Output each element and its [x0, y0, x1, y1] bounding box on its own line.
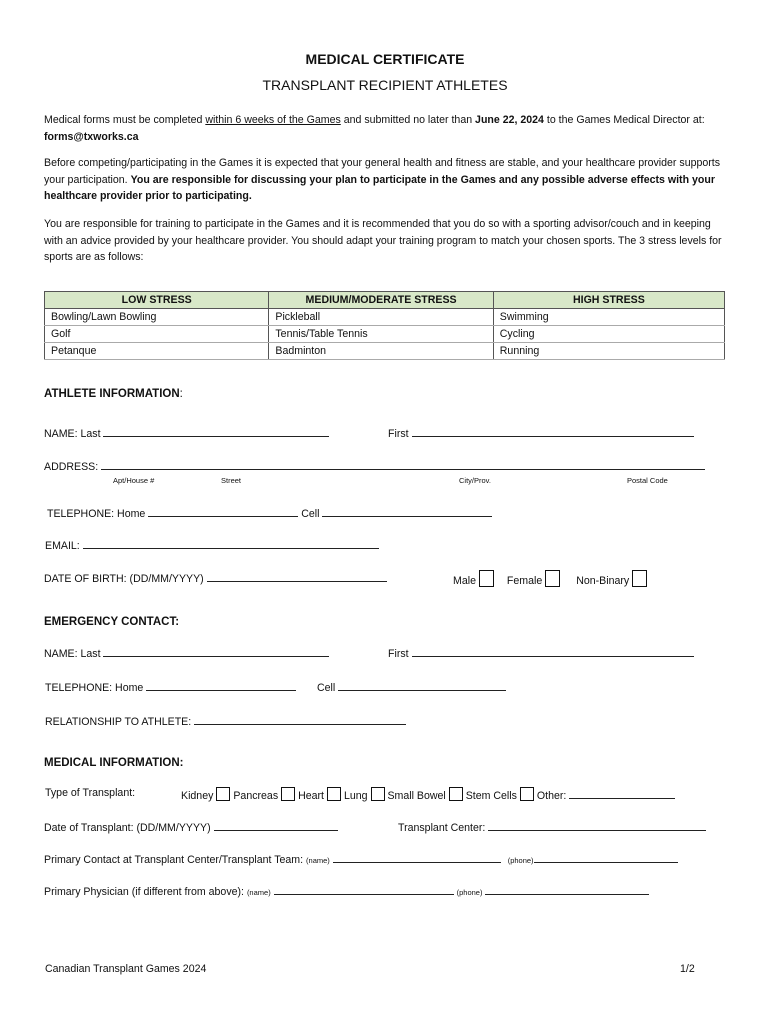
document-subtitle: TRANSPLANT RECIPIENT ATHLETES — [262, 77, 508, 93]
athlete-tel-cell-field[interactable] — [322, 505, 492, 517]
athlete-last-name-row — [44, 425, 329, 440]
col-header-medium: MEDIUM/MODERATE STRESS — [269, 292, 493, 309]
relationship-row — [45, 713, 406, 728]
transplant-type-options — [181, 787, 675, 802]
organ-other-field[interactable] — [569, 787, 675, 799]
organ-small-bowel-label: Small Bowel — [387, 790, 446, 802]
athlete-tel-cell-label: Cell — [301, 508, 320, 520]
athlete-last-name-label: NAME: Last — [44, 428, 101, 440]
primary-physician-name-field[interactable] — [274, 883, 454, 895]
organ-lung-label: Lung — [343, 790, 368, 802]
intro-paragraph-deadline: Medical forms must be completed within 6 weeks of the Games and submitted no later than June 22, 2024 to the Games Medical Director at: forms@txworks.ca — [44, 114, 705, 143]
athlete-first-name-field[interactable] — [412, 425, 694, 437]
athlete-dob-row — [44, 570, 387, 585]
organ-kidney-label: Kidney — [181, 790, 214, 802]
primary-contact-phone-hint: (phone) — [507, 856, 534, 865]
athlete-dob-field[interactable] — [207, 570, 387, 582]
emergency-tel-home-label: TELEPHONE: Home — [45, 682, 144, 694]
table-cell: Cycling — [493, 326, 724, 343]
athlete-tel-home-label: TELEPHONE: Home — [47, 508, 146, 520]
gender-male-label: Male — [453, 575, 476, 587]
emergency-last-name-label: NAME: Last — [44, 648, 101, 660]
document-title: MEDICAL CERTIFICATE — [305, 51, 465, 67]
gender-nonbinary-label: Non-Binary — [576, 575, 630, 587]
relationship-label: RELATIONSHIP TO ATHLETE: — [45, 716, 192, 728]
athlete-first-name-row — [388, 425, 694, 440]
address-hint-apt: Apt/House # — [113, 476, 155, 485]
emergency-telephone-row — [45, 679, 296, 694]
table-row — [45, 343, 725, 360]
organ-other-label: Other: — [536, 790, 567, 802]
transplant-date-field[interactable] — [214, 819, 338, 831]
emergency-tel-home-field[interactable] — [146, 679, 296, 691]
primary-contact-row — [44, 851, 678, 866]
emergency-tel-cell-field[interactable] — [338, 679, 506, 691]
primary-contact-phone-field[interactable] — [534, 851, 678, 863]
athlete-email-field[interactable] — [83, 537, 379, 549]
gender-male-checkbox[interactable] — [479, 570, 494, 587]
organ-kidney-checkbox[interactable] — [216, 787, 230, 801]
transplant-center-field[interactable] — [488, 819, 706, 831]
transplant-date-label: Date of Transplant: (DD/MM/YYYY) — [44, 822, 211, 834]
table-cell: Swimming — [493, 309, 724, 326]
athlete-dob-label: DATE OF BIRTH: (DD/MM/YYYY) — [44, 573, 204, 585]
transplant-date-row — [44, 819, 338, 834]
stress-levels-table — [44, 291, 725, 360]
primary-contact-name-hint: (name) — [306, 856, 330, 865]
organ-pancreas-label: Pancreas — [233, 790, 279, 802]
address-hint-city: City/Prov. — [459, 476, 491, 485]
primary-physician-row — [44, 883, 649, 898]
intro-paragraph-health: Before competing/participating in the Games it is expected that your general health and fitness are stable, and your healthcare provider supports your participation. You are responsible for discussing your plan to participate in the Games and any possible adverse effects with your healthcare provider prior to participating. — [44, 157, 721, 202]
organ-stem-cells-checkbox[interactable] — [520, 787, 534, 801]
table-cell: Running — [493, 343, 724, 360]
gender-female-checkbox[interactable] — [545, 570, 560, 587]
athlete-address-field[interactable] — [101, 458, 705, 470]
athlete-first-name-label: First — [388, 428, 409, 440]
transplant-type-label: Type of Transplant: — [45, 787, 136, 799]
table-cell: Bowling/Lawn Bowling — [45, 309, 269, 326]
athlete-address-label: ADDRESS: — [44, 461, 99, 473]
transplant-center-label: Transplant Center: — [398, 822, 486, 834]
primary-physician-phone-field[interactable] — [485, 883, 649, 895]
table-cell: Petanque — [45, 343, 269, 360]
table-cell: Badminton — [269, 343, 493, 360]
gender-nonbinary-checkbox[interactable] — [632, 570, 647, 587]
athlete-email-label: EMAIL: — [45, 540, 80, 552]
relationship-field[interactable] — [194, 713, 406, 725]
athlete-last-name-field[interactable] — [103, 425, 329, 437]
col-header-high: HIGH STRESS — [493, 292, 724, 309]
organ-heart-label: Heart — [298, 790, 324, 802]
athlete-info-heading: ATHLETE INFORMATION: — [44, 388, 183, 400]
address-hint-postal: Postal Code — [627, 476, 668, 485]
athlete-telephone-row — [47, 505, 492, 520]
athlete-address-row — [44, 458, 705, 473]
emergency-contact-heading: EMERGENCY CONTACT: — [44, 616, 180, 628]
transplant-center-row — [398, 819, 706, 834]
emergency-first-name-field[interactable] — [412, 645, 694, 657]
emergency-last-name-field[interactable] — [103, 645, 329, 657]
footer-left: Canadian Transplant Games 2024 — [45, 963, 207, 975]
organ-pancreas-checkbox[interactable] — [281, 787, 295, 801]
gender-options — [453, 570, 647, 587]
emergency-last-name-row — [44, 645, 329, 660]
emergency-cell-row — [317, 679, 506, 694]
primary-physician-name-hint: (name) — [246, 888, 271, 897]
athlete-tel-home-field[interactable] — [148, 505, 298, 517]
primary-physician-label: Primary Physician (if different from above): — [44, 886, 244, 898]
emergency-tel-cell-label: Cell — [317, 682, 336, 694]
primary-physician-phone-hint: (phone) — [456, 888, 483, 897]
organ-stem-cells-label: Stem Cells — [465, 790, 517, 802]
page-number: 1/2 — [680, 963, 695, 975]
organ-lung-checkbox[interactable] — [371, 787, 385, 801]
gender-female-label: Female — [506, 575, 543, 587]
table-cell: Pickleball — [269, 309, 493, 326]
table-cell: Tennis/Table Tennis — [269, 326, 493, 343]
email-link[interactable]: forms@txworks.ca — [44, 130, 139, 143]
address-hint-street: Street — [221, 476, 242, 485]
primary-contact-label: Primary Contact at Transplant Center/Transplant Team: — [44, 854, 304, 866]
athlete-email-row — [45, 537, 379, 552]
table-cell: Golf — [45, 326, 269, 343]
organ-heart-checkbox[interactable] — [327, 787, 341, 801]
primary-contact-name-field[interactable] — [333, 851, 501, 863]
table-row — [45, 326, 725, 343]
emergency-first-name-label: First — [388, 648, 409, 660]
intro-paragraph-training: You are responsible for training to participate in the Games and it is recommended that you do so with a sporting advisor/couch and in keeping with an advice provided by your healthcare provider. You should adapt your training program to match your chosen sports. The 3 stress levels for sports are as follows: — [44, 218, 722, 263]
table-row — [45, 309, 725, 326]
col-header-low: LOW STRESS — [45, 292, 269, 309]
emergency-first-name-row — [388, 645, 694, 660]
organ-small-bowel-checkbox[interactable] — [449, 787, 463, 801]
medical-info-heading: MEDICAL INFORMATION: — [44, 757, 184, 769]
